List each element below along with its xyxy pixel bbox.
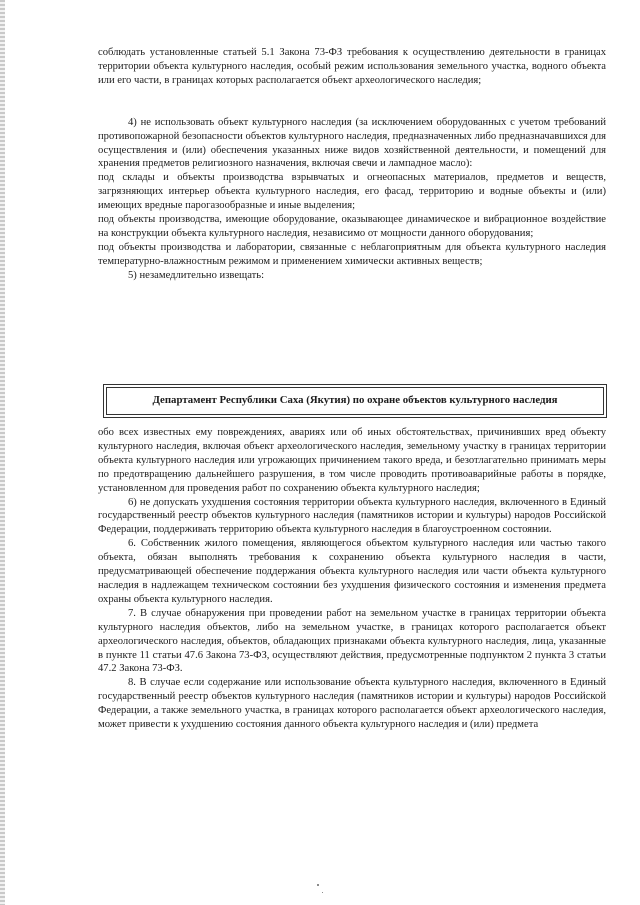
paragraph-item-4-warehouses: под склады и объекты производства взрывчатых и огнеопасных материалов, предметов и веществ, загрязняющих интерьер объекта культурного наследия, его фасад, территорию и водные объекты и (или) имеющих вредные парогазообразные и иные выделения; (98, 172, 606, 212)
scan-left-edge (0, 0, 5, 905)
paragraph-clause-7: 7. В случае обнаружения при проведении работ на земельном участке в границах территории объекта культурного наследия объектов, либо на земельном участке, в границах которого располагается объект археологического наследия, объектов, обладающих признаками объекта культурного наследия, лица, указанные в пункте 11 статьи 47.6 Закона 73-ФЗ, осуществляют действия, предусмотренные подпунктом 2 пункта 3 статьи 47.2 Закона 73-ФЗ. (98, 607, 606, 675)
paragraph-continuation: соблюдать установленные статьей 5.1 Закона 73-ФЗ требования к осуществлению деятельности в границах территории объекта культурного наследия, особый режим использования земельного участка, водного объекта или его части, в границах которых располагается объект археологического наследия; (98, 47, 606, 86)
paragraph-item-4-laboratories: под объекты производства и лаборатории, связанные с неблагоприятным для объекта культурного наследия температурно-влажностным режимом и применением химически активных веществ; (98, 241, 606, 267)
scan-speck (317, 884, 319, 886)
paragraph-clause-6: 6. Собственник жилого помещения, являющегося объектом культурного наследия или частью такого объекта, обязан выполнять требования к сохранению объекта культурного наследия в части, предусматривающей обеспечение поддержания объекта культурного наследия или части объекта культурного наследия в надлежащем техническом состоянии без ухудшения физического состояния и изменения предмета охраны объекта культурного наследия. (98, 538, 606, 605)
paragraph-item-6: 6) не допускать ухудшения состояния территории объекта культурного наследия, включенного в Единый государственный реестр объектов культурного наследия (памятников истории и культуры) народов Российской Федерации, поддерживать территорию объекта культурного наследия в благоустроенном состоянии. (98, 496, 606, 536)
scan-speck (322, 892, 323, 893)
paragraph-notify-details: обо всех известных ему повреждениях, авариях или об иных обстоятельствах, причинивших вред объекту культурного наследия, включая объект археологического наследия, земельному участку в границах территории объекта культурного наследия или угрожающих причинением такого вреда, и безотлагательно принимать меры по предотвращению дальнейшего разрушения, в том числе проводить противоаварийные работы в порядке, установленном для проведения работ по сохранению объекта культурного наследия; (98, 427, 606, 494)
paragraph-item-4-production: под объекты производства, имеющие оборудование, оказывающее динамическое и вибрационное воздействие на конструкции объекта культурного наследия, независимо от мощности данного оборудования; (98, 214, 606, 239)
paragraph-item-4: 4) не использовать объект культурного наследия (за исключением оборудованных с учетом требований противопожарной безопасности объектов культурного наследия, предназначенных либо предназначавшихся для осуществления и (или) обеспечения указанных ниже видов хозяйственной деятельности, и помещений для хранения предметов религиозного назначения, включая свечи и лампадное масло): (98, 116, 606, 170)
document-bottom-section (98, 426, 606, 732)
department-banner-text: Департамент Республики Саха (Якутия) по охране объектов культурного наследия (152, 394, 558, 407)
paragraph-clause-8: 8. В случае если содержание или использование объекта культурного наследия, включенного в Единый государственный реестр объектов культурного наследия (памятников истории и культуры) народов Российской Федерации, а также земельного участка, в границах которого располагается объект археологического наследия, может привести к ухудшению состояния данного объекта культурного наследия и (или) предмета (98, 677, 606, 731)
document-top-section (98, 46, 606, 283)
department-banner (106, 387, 604, 415)
paragraph-item-5: 5) незамедлительно извещать: (128, 269, 265, 281)
paragraph-spacer (98, 88, 606, 116)
